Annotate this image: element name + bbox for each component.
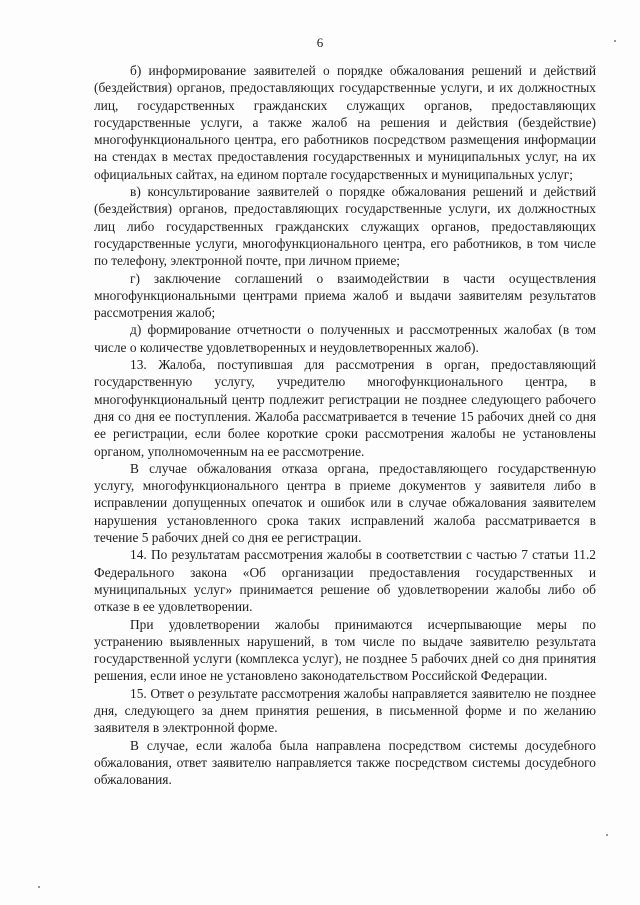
paragraph-14: 14. По результатам рассмотрения жалобы в соответствии с частью 7 статьи 11.2 Федерального закона «Об организации предоставления государственных и муниципальных услуг» принимается решение об удовлетворении жалобы либо об отказе в ее удовлетворении. (94, 547, 596, 615)
page-number: 6 (316, 35, 324, 50)
paragraph-b: б) информирование заявителей о порядке обжалования решений и действий (бездействия) органов, предоставляющих государственные услуги, и их должностных лиц, государственных гражданских служащих органов, предоставляющих государственные услуги, а также жалоб на решения и действия (бездействие) многофункционального центра, его работников посредством размещения информации на стендах в местах предоставления государственных и муниципальных услуг, на их официальных сайтах, на едином портале государственных и муниципальных услуг; (94, 63, 596, 182)
document-body (94, 62, 596, 788)
scan-speck (614, 40, 616, 42)
paragraph-15: 15. Ответ о результате рассмотрения жалобы направляется заявителю не позднее дня, следующего за днем принятия решения, в письменной форме и по желанию заявителя в электронной форме. (94, 685, 596, 736)
paragraph-15-pretrial-system: В случае, если жалоба была направлена посредством системы досудебного обжалования, ответ заявителю направляется также посредством системы досудебного обжалования. (94, 737, 596, 788)
paragraph-13: 13. Жалоба, поступившая для рассмотрения в орган, предоставляющий государственную услугу, учредителю многофункционального центра, в многофункциональный центр подлежит регистрации не позднее следующего рабочего дня со дня ее поступления. Жалоба рассматривается в течение 15 рабочих дней со дня ее регистрации, если более короткие сроки рассмотрения жалобы не установлены органом, уполномоченным на ее рассмотрение. (94, 357, 596, 459)
paragraph-g: г) заключение соглашений о взаимодействии в части осуществления многофункциональными центрами приема жалоб и выдачи заявителям результатов рассмотрения жалоб; (94, 270, 596, 321)
paragraph-13-appeal-refusal: В случае обжалования отказа органа, предоставляющего государственную услугу, многофункционального центра в приеме документов у заявителя либо в исправлении допущенных опечаток и ошибок или в случае обжалования заявителем нарушения установленного срока таких исправлений жалоба рассматривается в течение 5 рабочих дней со дня ее регистрации. (94, 460, 596, 546)
paragraph-d: д) формирование отчетности о полученных и рассмотренных жалобах (в том числе о количестве удовлетворенных и неудовлетворенных жалоб). (94, 322, 596, 355)
scan-speck (606, 834, 608, 836)
paragraph-v: в) консультирование заявителей о порядке обжалования решений и действий (бездействия) органов, предоставляющих государственные услуги, их должностных лиц либо государственных гражданских служащих органов, предоставляющих государственные услуги, многофункционального центра, его работников, в том числе по телефону, электронной почте, при личном приеме; (94, 184, 596, 269)
scan-speck (38, 886, 40, 888)
paragraph-14-satisfaction: При удовлетворении жалобы принимаются исчерпывающие меры по устранению выявленных нарушений, в том числе по выдаче заявителю результата государственной услуги (комплекса услуг), не позднее 5 рабочих дней со дня принятия решения, если иное не установлено законодательством Российской Федерации. (94, 616, 596, 684)
